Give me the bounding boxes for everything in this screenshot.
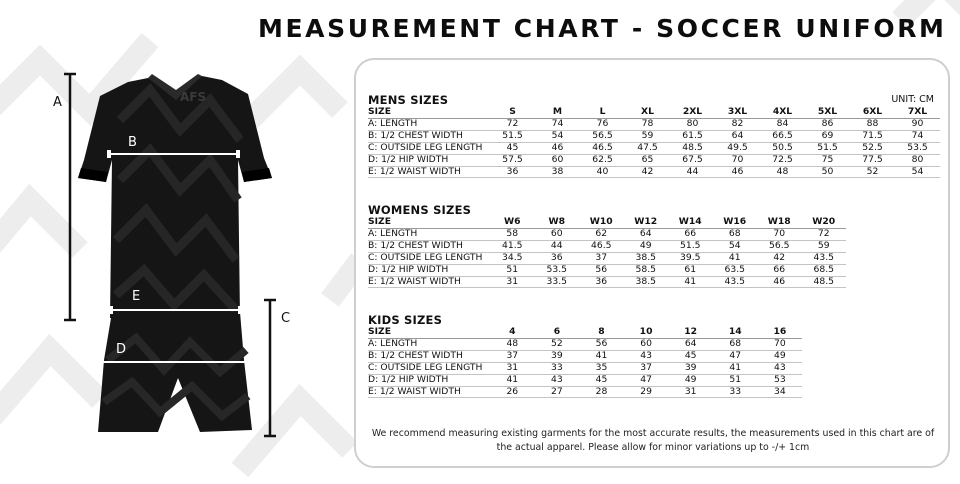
womens-section: [368, 204, 846, 288]
measurement-value: 31: [490, 362, 535, 374]
measurement-value: 68.5: [802, 264, 847, 276]
measurement-value: 62.5: [580, 154, 625, 166]
measurement-value: 43: [758, 362, 803, 374]
measurement-value: 37: [490, 350, 535, 362]
measurement-value: 74: [895, 130, 940, 142]
shirt-shape: [78, 76, 272, 318]
measurement-value: 51.5: [490, 130, 535, 142]
measurement-value: 56: [579, 264, 624, 276]
kids-title: KIDS SIZES: [368, 313, 443, 327]
measurement-value: 76: [580, 118, 625, 130]
measurement-value: 63.5: [713, 264, 758, 276]
measurement-value: 46.5: [580, 142, 625, 154]
measurement-value: 47: [713, 350, 758, 362]
measurement-label: B: 1/2 CHEST WIDTH: [368, 350, 490, 362]
measurement-value: 78: [625, 118, 670, 130]
measurement-value: 34.5: [490, 252, 535, 264]
measurement-label: A: LENGTH: [368, 338, 490, 350]
size-column-header: 10: [624, 327, 669, 338]
measurement-value: 43: [535, 374, 580, 386]
measurement-value: 72: [490, 118, 535, 130]
measurement-value: 41.5: [490, 240, 535, 252]
measurement-value: 60: [535, 228, 580, 240]
table-row: [368, 166, 940, 178]
measurement-value: 45: [579, 374, 624, 386]
measurement-value: 46: [535, 142, 580, 154]
measurement-label: B: 1/2 CHEST WIDTH: [368, 240, 490, 252]
measurement-value: 33: [713, 386, 758, 398]
measurement-value: 39: [535, 350, 580, 362]
measurement-value: 46: [757, 276, 802, 288]
size-column-header: 6XL: [850, 107, 895, 118]
size-column-header: 4XL: [760, 107, 805, 118]
measurement-value: 53.5: [535, 264, 580, 276]
measurement-value: 70: [715, 154, 760, 166]
measurement-label: A: LENGTH: [368, 118, 490, 130]
measurement-value: 39.5: [668, 252, 713, 264]
dimension-c-label: C: [281, 311, 291, 326]
uniform-illustration: [40, 60, 330, 480]
size-column-header: 5XL: [805, 107, 850, 118]
size-column-header: W14: [668, 217, 713, 228]
measurement-value: 77.5: [850, 154, 895, 166]
size-column-header: W10: [579, 217, 624, 228]
size-column-header: XL: [625, 107, 670, 118]
measurement-value: 75: [805, 154, 850, 166]
measurement-value: 88: [850, 118, 895, 130]
measurement-value: 71.5: [850, 130, 895, 142]
table-row: [368, 252, 846, 264]
chart-title: MEASUREMENT CHART - SOCCER UNIFORM: [258, 14, 947, 43]
size-column-header: W8: [535, 217, 580, 228]
measurement-value: 48: [760, 166, 805, 178]
size-header: SIZE: [368, 107, 490, 118]
size-column-header: 14: [713, 327, 758, 338]
measurement-value: 49.5: [715, 142, 760, 154]
measurement-value: 26: [490, 386, 535, 398]
mens-title: MENS SIZES: [368, 93, 449, 107]
size-column-header: 3XL: [715, 107, 760, 118]
table-row: [368, 142, 940, 154]
measurement-value: 40: [580, 166, 625, 178]
measurement-value: 33.5: [535, 276, 580, 288]
size-column-header: W20: [802, 217, 847, 228]
table-row: [368, 118, 940, 130]
measurement-value: 66: [757, 264, 802, 276]
measurement-value: 70: [757, 228, 802, 240]
measurement-value: 64: [624, 228, 669, 240]
measurement-value: 54: [895, 166, 940, 178]
table-row: [368, 350, 802, 362]
measurement-value: 36: [535, 252, 580, 264]
measurement-value: 43.5: [713, 276, 758, 288]
measurement-value: 45: [490, 142, 535, 154]
size-column-header: 4: [490, 327, 535, 338]
measurement-value: 52.5: [850, 142, 895, 154]
measurement-value: 44: [535, 240, 580, 252]
measurement-value: 29: [624, 386, 669, 398]
measurement-value: 38.5: [624, 276, 669, 288]
measurement-value: 53.5: [895, 142, 940, 154]
mens-section: [368, 94, 940, 178]
measurement-value: 54: [535, 130, 580, 142]
measurement-value: 41: [713, 252, 758, 264]
measurement-value: 72: [802, 228, 847, 240]
table-row: [368, 154, 940, 166]
measurement-value: 31: [490, 276, 535, 288]
measurement-value: 28: [579, 386, 624, 398]
measurement-label: E: 1/2 WAIST WIDTH: [368, 166, 490, 178]
measurement-value: 64: [715, 130, 760, 142]
measurement-value: 57.5: [490, 154, 535, 166]
measurement-value: 52: [850, 166, 895, 178]
table-header-row: [368, 327, 802, 338]
size-header: SIZE: [368, 217, 490, 228]
measurement-value: 66.5: [760, 130, 805, 142]
size-column-header: S: [490, 107, 535, 118]
measurement-value: 48.5: [802, 276, 847, 288]
size-column-header: W6: [490, 217, 535, 228]
measurement-value: 62: [579, 228, 624, 240]
unit-label: UNIT: CM: [891, 94, 934, 105]
measurement-value: 56: [579, 338, 624, 350]
measurement-label: B: 1/2 CHEST WIDTH: [368, 130, 490, 142]
measurement-label: E: 1/2 WAIST WIDTH: [368, 386, 490, 398]
measurement-value: 80: [895, 154, 940, 166]
measurement-value: 41: [490, 374, 535, 386]
measurement-value: 41: [579, 350, 624, 362]
size-column-header: W12: [624, 217, 669, 228]
measurement-value: 82: [715, 118, 760, 130]
table-row: [368, 362, 802, 374]
measurement-value: 49: [758, 350, 803, 362]
measurement-value: 53: [758, 374, 803, 386]
measurement-value: 51.5: [805, 142, 850, 154]
measurement-label: A: LENGTH: [368, 228, 490, 240]
measurement-value: 34: [758, 386, 803, 398]
table-row: [368, 228, 846, 240]
measurement-value: 50.5: [760, 142, 805, 154]
measurement-value: 37: [624, 362, 669, 374]
measurement-value: 56.5: [757, 240, 802, 252]
measurement-value: 58.5: [624, 264, 669, 276]
measurement-value: 70: [758, 338, 803, 350]
measurement-value: 56.5: [580, 130, 625, 142]
measurement-value: 36: [490, 166, 535, 178]
table-row: [368, 276, 846, 288]
measurement-value: 59: [802, 240, 847, 252]
measurement-value: 86: [805, 118, 850, 130]
size-column-header: 7XL: [895, 107, 940, 118]
measurement-value: 58: [490, 228, 535, 240]
measurement-value: 51.5: [668, 240, 713, 252]
measurement-value: 61.5: [670, 130, 715, 142]
measurement-value: 68: [713, 338, 758, 350]
measurement-value: 38.5: [624, 252, 669, 264]
measurement-value: 51: [713, 374, 758, 386]
size-column-header: W16: [713, 217, 758, 228]
measurement-value: 60: [624, 338, 669, 350]
table-row: [368, 130, 940, 142]
kids-section: [368, 314, 802, 398]
measurement-label: C: OUTSIDE LEG LENGTH: [368, 362, 490, 374]
mens-table: [368, 107, 940, 178]
measurement-label: E: 1/2 WAIST WIDTH: [368, 276, 490, 288]
measurement-value: 48: [490, 338, 535, 350]
size-column-header: M: [535, 107, 580, 118]
measurement-value: 54: [713, 240, 758, 252]
table-row: [368, 264, 846, 276]
measurement-value: 41: [668, 276, 713, 288]
kids-table: [368, 327, 802, 398]
table-header-row: [368, 107, 940, 118]
size-chart-panel: [354, 58, 950, 468]
measurement-value: 31: [668, 386, 713, 398]
measurement-note: We recommend measuring existing garments for the most accurate results, the measurements used in this chart are of the actual apparel. Please allow for minor variations up to -/+ 1cm: [371, 428, 935, 453]
table-row: [368, 240, 846, 252]
measurement-value: 74: [535, 118, 580, 130]
measurement-value: 33: [535, 362, 580, 374]
measurement-value: 72.5: [760, 154, 805, 166]
measurement-value: 69: [805, 130, 850, 142]
size-column-header: 2XL: [670, 107, 715, 118]
size-column-header: W18: [757, 217, 802, 228]
measurement-value: 46.5: [579, 240, 624, 252]
measurement-value: 64: [668, 338, 713, 350]
measurement-value: 67.5: [670, 154, 715, 166]
measurement-value: 44: [670, 166, 715, 178]
table-row: [368, 374, 802, 386]
measurement-value: 65: [625, 154, 670, 166]
measurement-value: 80: [670, 118, 715, 130]
measurement-value: 48.5: [670, 142, 715, 154]
dimension-b-label: B: [128, 135, 137, 150]
table-row: [368, 338, 802, 350]
measurement-value: 45: [668, 350, 713, 362]
measurement-value: 61: [668, 264, 713, 276]
measurement-value: 38: [535, 166, 580, 178]
measurement-value: 35: [579, 362, 624, 374]
measurement-value: 66: [668, 228, 713, 240]
measurement-value: 49: [624, 240, 669, 252]
measurement-value: 50: [805, 166, 850, 178]
size-column-header: 8: [579, 327, 624, 338]
measurement-value: 52: [535, 338, 580, 350]
measurement-value: 47.5: [625, 142, 670, 154]
measurement-label: C: OUTSIDE LEG LENGTH: [368, 252, 490, 264]
measurement-value: 59: [625, 130, 670, 142]
measurement-label: D: 1/2 HIP WIDTH: [368, 264, 490, 276]
size-column-header: L: [580, 107, 625, 118]
measurement-value: 47: [624, 374, 669, 386]
size-column-header: 12: [668, 327, 713, 338]
womens-title: WOMENS SIZES: [368, 203, 472, 217]
measurement-value: 42: [625, 166, 670, 178]
size-column-header: 16: [758, 327, 803, 338]
measurement-value: 42: [757, 252, 802, 264]
size-header: SIZE: [368, 327, 490, 338]
measurement-value: 49: [668, 374, 713, 386]
measurement-value: 27: [535, 386, 580, 398]
measurement-value: 90: [895, 118, 940, 130]
dimension-a-label: A: [53, 95, 62, 110]
measurement-label: D: 1/2 HIP WIDTH: [368, 154, 490, 166]
measurement-value: 84: [760, 118, 805, 130]
logo-mark: AFS: [180, 90, 207, 104]
table-row: [368, 386, 802, 398]
size-column-header: 6: [535, 327, 580, 338]
measurement-value: 43.5: [802, 252, 847, 264]
measurement-value: 43: [624, 350, 669, 362]
measurement-value: 37: [579, 252, 624, 264]
measurement-label: D: 1/2 HIP WIDTH: [368, 374, 490, 386]
table-header-row: [368, 217, 846, 228]
measurement-value: 46: [715, 166, 760, 178]
uniform-figure: [40, 60, 330, 480]
measurement-value: 51: [490, 264, 535, 276]
measurement-label: C: OUTSIDE LEG LENGTH: [368, 142, 490, 154]
dimension-e-label: E: [132, 289, 141, 304]
measurement-value: 68: [713, 228, 758, 240]
measurement-value: 60: [535, 154, 580, 166]
measurement-value: 41: [713, 362, 758, 374]
measurement-value: 39: [668, 362, 713, 374]
measurement-value: 36: [579, 276, 624, 288]
womens-table: [368, 217, 846, 288]
dimension-d-label: D: [116, 342, 127, 357]
